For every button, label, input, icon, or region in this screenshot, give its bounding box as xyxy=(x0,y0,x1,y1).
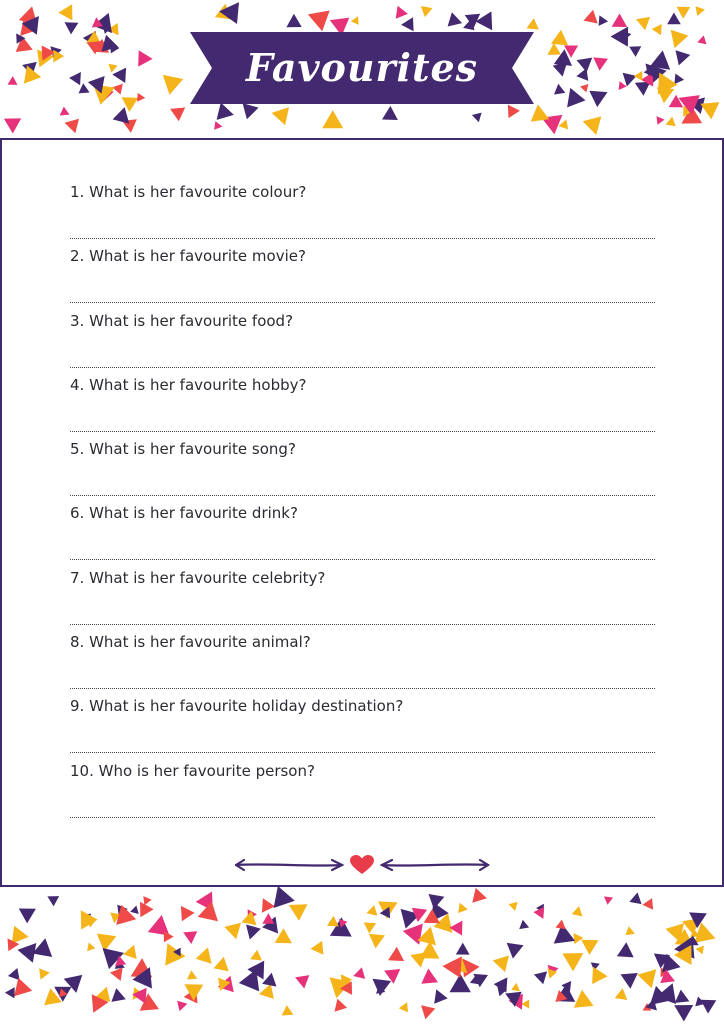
confetti-triangle xyxy=(634,71,643,81)
confetti-triangle xyxy=(442,957,461,978)
confetti-triangle xyxy=(493,956,509,973)
question-text: 8. What is her favourite animal? xyxy=(70,633,311,652)
confetti-triangle xyxy=(112,68,126,83)
confetti-triangle xyxy=(214,957,229,972)
confetti-triangle xyxy=(675,990,690,1003)
confetti-triangle xyxy=(617,942,634,957)
confetti-triangle xyxy=(112,84,123,95)
confetti-triangle xyxy=(183,931,197,944)
confetti-triangle xyxy=(239,969,259,991)
confetti-triangle xyxy=(4,118,21,133)
confetti-triangle xyxy=(289,904,308,921)
confetti-triangle xyxy=(69,72,81,85)
answer-line[interactable] xyxy=(70,817,655,818)
confetti-triangle xyxy=(629,892,641,904)
confetti-triangle xyxy=(65,22,79,34)
confetti-triangle xyxy=(138,50,152,66)
confetti-triangle xyxy=(604,896,613,904)
confetti-triangle xyxy=(388,947,404,961)
confetti-triangle xyxy=(625,926,635,935)
confetti-triangle xyxy=(697,35,706,44)
question-text: 1. What is her favourite colour? xyxy=(70,183,307,201)
confetti-triangle xyxy=(472,113,482,123)
confetti-triangle xyxy=(674,1005,693,1022)
confetti-triangle xyxy=(527,18,539,29)
answer-line[interactable] xyxy=(70,238,655,239)
question-item xyxy=(70,183,655,247)
confetti-triangle xyxy=(449,921,462,936)
confetti-triangle xyxy=(58,4,72,20)
confetti-triangle xyxy=(581,940,598,955)
answer-line[interactable] xyxy=(70,431,655,432)
question-item xyxy=(70,504,655,568)
confetti-triangle xyxy=(619,81,627,90)
arrow-left-icon xyxy=(236,860,342,870)
confetti-triangle xyxy=(562,953,583,971)
confetti-triangle xyxy=(327,916,339,927)
confetti-triangle xyxy=(456,943,470,955)
confetti-triangle xyxy=(282,1005,294,1015)
confetti-triangle xyxy=(262,898,275,912)
confetti-triangle xyxy=(421,1005,435,1019)
answer-line[interactable] xyxy=(70,752,655,753)
confetti-triangle xyxy=(696,946,704,955)
confetti-triangle xyxy=(137,93,145,102)
confetti-triangle xyxy=(700,102,719,119)
confetti-triangle xyxy=(521,1000,529,1009)
confetti-triangle xyxy=(621,973,638,989)
question-item xyxy=(70,633,655,697)
confetti-triangle xyxy=(448,12,463,26)
confetti-triangle xyxy=(556,920,566,930)
confetti-triangle xyxy=(311,941,324,955)
confetti-triangle xyxy=(572,906,583,916)
confetti-triangle xyxy=(181,906,195,921)
confetti-triangle xyxy=(130,906,139,915)
question-text: 10. Who is her favourite person? xyxy=(70,761,315,780)
confetti-triangle xyxy=(401,17,414,31)
confetti-triangle xyxy=(8,968,20,980)
confetti-triangle xyxy=(420,941,440,958)
confetti-triangle xyxy=(554,84,565,95)
confetti-triangle xyxy=(165,943,185,965)
confetti-triangle xyxy=(243,103,259,119)
confetti-triangle xyxy=(246,925,261,940)
answer-line[interactable] xyxy=(70,624,655,625)
confetti-triangle xyxy=(79,83,90,93)
confetti-triangle xyxy=(5,987,15,998)
confetti-triangle xyxy=(559,119,569,129)
confetti-triangle xyxy=(60,107,70,116)
confetti-triangle xyxy=(576,68,588,81)
confetti-triangle xyxy=(214,121,222,130)
question-list xyxy=(70,183,655,826)
confetti-triangle xyxy=(217,103,234,120)
confetti-triangle xyxy=(224,923,241,940)
answer-line[interactable] xyxy=(70,688,655,689)
confetti-triangle xyxy=(636,17,650,30)
question-item xyxy=(70,697,655,761)
confetti-triangle xyxy=(458,903,468,913)
question-item xyxy=(70,569,655,633)
confetti-triangle xyxy=(196,947,212,963)
confetti-triangle xyxy=(657,116,665,125)
confetti-triangle xyxy=(19,909,36,924)
confetti-triangle xyxy=(635,82,651,96)
confetti-triangle xyxy=(574,933,584,944)
confetti-triangle xyxy=(677,7,691,19)
confetti-triangle xyxy=(671,30,689,48)
confetti-triangle xyxy=(177,1001,187,1011)
confetti-triangle xyxy=(638,969,657,988)
confetti-triangle xyxy=(262,973,276,987)
confetti-triangle xyxy=(507,943,524,959)
confetti-triangle xyxy=(164,931,174,942)
confetti-triangle xyxy=(87,943,95,952)
confetti-triangle xyxy=(250,950,262,961)
confetti-triangle xyxy=(567,88,585,108)
confetti-triangle xyxy=(629,46,641,57)
confetti-triangle xyxy=(123,945,137,959)
confetti-triangle xyxy=(364,922,376,933)
question-text: 7. What is her favourite celebrity? xyxy=(70,568,326,587)
confetti-triangle xyxy=(583,116,602,134)
page-title: Favourites xyxy=(245,45,479,90)
confetti-triangle xyxy=(615,988,628,1000)
confetti-triangle xyxy=(262,913,274,924)
confetti-triangle xyxy=(551,30,568,46)
arrow-right-icon xyxy=(382,860,488,870)
confetti-triangle xyxy=(65,119,79,134)
confetti-triangle xyxy=(593,57,608,70)
confetti-triangle xyxy=(623,73,637,87)
question-item xyxy=(70,762,655,826)
confetti-triangle xyxy=(163,75,184,95)
answer-line[interactable] xyxy=(70,367,655,368)
confetti-triangle xyxy=(531,104,550,121)
confetti-triangle xyxy=(140,902,154,918)
confetti-triangle xyxy=(351,16,359,25)
confetti-triangle xyxy=(335,999,348,1012)
confetti-triangle xyxy=(612,14,628,28)
confetti-triangle xyxy=(170,108,185,122)
confetti-triangle xyxy=(111,988,125,1002)
confetti-triangle xyxy=(667,13,681,25)
answer-line[interactable] xyxy=(70,495,655,496)
confetti-triangle xyxy=(696,6,705,16)
confetti-triangle xyxy=(110,968,123,981)
confetti-triangle xyxy=(259,984,274,999)
confetti-bottom-decoration xyxy=(0,886,724,1024)
confetti-triangle xyxy=(113,107,130,124)
confetti-triangle xyxy=(367,905,378,916)
confetti-triangle xyxy=(472,888,487,903)
question-text: 9. What is her favourite holiday destination? xyxy=(70,697,404,716)
confetti-triangle xyxy=(373,979,392,996)
question-text: 5. What is her favourite song? xyxy=(70,440,296,459)
confetti-triangle xyxy=(187,970,197,979)
confetti-triangle xyxy=(219,2,239,24)
confetti-triangle xyxy=(547,43,561,55)
question-item xyxy=(70,440,655,504)
confetti-triangle xyxy=(286,14,301,27)
confetti-triangle xyxy=(108,64,117,73)
confetti-triangle xyxy=(511,983,520,991)
confetti-triangle xyxy=(584,10,598,24)
confetti-triangle xyxy=(8,76,18,85)
confetti-triangle xyxy=(599,15,609,26)
confetti-triangle xyxy=(519,920,529,929)
confetti-triangle xyxy=(674,74,684,85)
confetti-triangle xyxy=(592,967,608,984)
title-banner xyxy=(190,32,534,104)
confetti-triangle xyxy=(676,50,691,65)
confetti-triangle xyxy=(666,117,676,127)
answer-line[interactable] xyxy=(70,559,655,560)
confetti-triangle xyxy=(652,24,662,35)
confetti-triangle xyxy=(272,107,289,125)
question-text: 3. What is her favourite food? xyxy=(70,311,294,330)
confetti-triangle xyxy=(421,6,433,17)
confetti-triangle xyxy=(701,1000,717,1014)
confetti-triangle xyxy=(47,896,59,906)
confetti-triangle xyxy=(295,975,309,988)
confetti-triangle xyxy=(574,990,594,1008)
confetti-triangle xyxy=(143,896,151,905)
confetti-triangle xyxy=(434,989,448,1003)
confetti-triangle xyxy=(669,95,683,108)
confetti-triangle xyxy=(353,967,365,979)
question-item xyxy=(70,247,655,311)
confetti-triangle xyxy=(382,106,398,120)
heart-icon xyxy=(350,855,374,874)
heart-divider xyxy=(230,852,494,878)
question-item xyxy=(70,312,655,376)
confetti-triangle xyxy=(274,886,295,908)
confetti-triangle xyxy=(14,978,32,996)
confetti-triangle xyxy=(508,105,520,119)
confetti-triangle xyxy=(534,971,547,984)
confetti-triangle xyxy=(322,110,343,128)
question-item xyxy=(70,376,655,440)
confetti-triangle xyxy=(509,902,518,911)
answer-line[interactable] xyxy=(70,302,655,303)
confetti-triangle xyxy=(39,968,50,979)
question-text: 4. What is her favourite hobby? xyxy=(70,375,307,394)
confetti-triangle xyxy=(369,934,385,949)
confetti-triangle xyxy=(308,11,330,32)
confetti-triangle xyxy=(580,84,588,92)
confetti-triangle xyxy=(589,91,607,107)
question-text: 6. What is her favourite drink? xyxy=(70,504,298,523)
confetti-triangle xyxy=(421,969,438,984)
question-text: 2. What is her favourite movie? xyxy=(70,247,306,266)
confetti-triangle xyxy=(399,1002,408,1012)
confetti-triangle xyxy=(12,926,29,944)
confetti-triangle xyxy=(642,898,653,910)
confetti-triangle xyxy=(396,6,408,19)
